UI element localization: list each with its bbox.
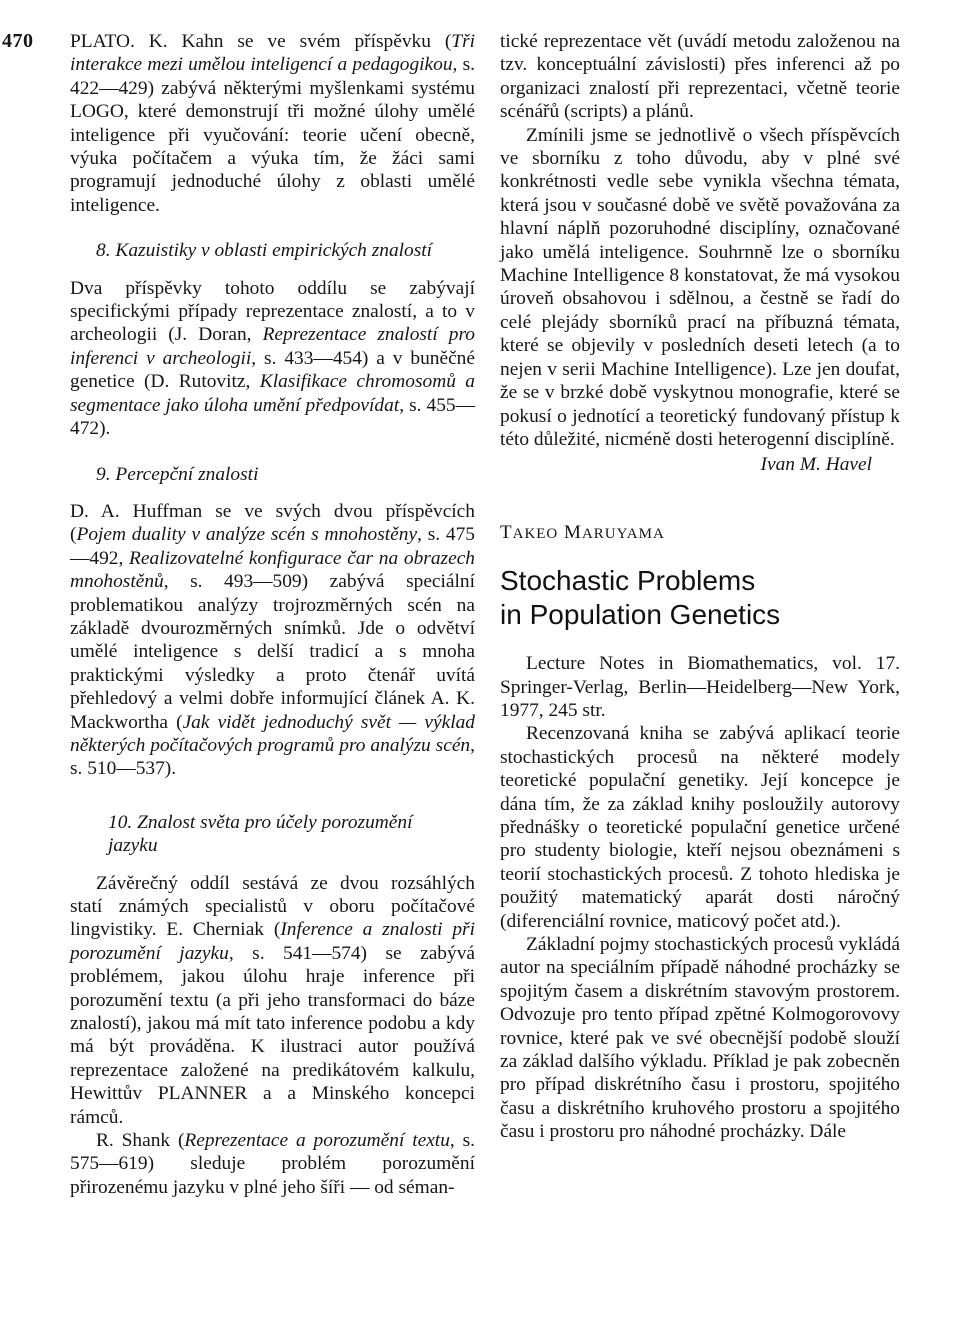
italic-title: Realizovatelné konfigurace čar na obrazech mnohostěnů <box>70 547 476 593</box>
italic-title: Reprezentace a porozumění textu <box>184 1130 450 1152</box>
left-column <box>70 30 475 1199</box>
author-smallcaps: AKEO <box>512 525 559 542</box>
author-initial: M <box>564 521 582 543</box>
reviewer-signature: Ivan M. Havel <box>760 454 872 476</box>
author-smallcaps: ARUYAMA <box>581 525 665 542</box>
italic-title: Inference a znalosti při porozumění jazyku <box>70 919 475 964</box>
right-column <box>500 30 900 1144</box>
page-number: 470 <box>2 30 34 52</box>
italic-title: Reprezentace znalostí pro inferenci v archeologii <box>70 324 475 369</box>
text-run: , s. 475—492, <box>70 524 475 569</box>
text-run: , s. 455—472). <box>70 394 475 440</box>
italic-title: Klasifikace chromosomů a segmentace jako úloha umění předpovídat <box>70 371 476 416</box>
title-line: in Population Genetics <box>500 599 781 631</box>
text-run: , s. 510—537). <box>70 734 475 780</box>
text-run: Závěrečný oddíl sestává ze dvou rozsáhlých statí známých specialistů v oboru počítačové lingvistiky. E. Cherniak ( <box>70 872 475 941</box>
italic-title: Tři interakce mezi umělou inteligencí a pedagogikou <box>70 31 475 76</box>
author-initial: T <box>500 521 513 543</box>
paragraph-cherniak <box>70 872 475 1129</box>
section-heading-10: 10. Znalost světa pro účely porozumění jazyku <box>108 811 413 857</box>
text-run: , s. 575—619) sleduje problém porozumění přirozenému jazyku v plné jeho šíři — od séman- <box>70 1130 475 1198</box>
paragraph-shank <box>70 1129 475 1199</box>
text-run: , s. 541—574) se zabývá problémem, jakou úlohu hraje inference při porozumění textu (a při jeho transformaci do báze znalostí), jakou má mít tato inference podobu a kdy má být prováděna. K ilustraci autor používá reprezentace založené na predikátovém kalkulu, Hewittův PLANNER a a Minského koncepci rámců. <box>70 942 475 1128</box>
paragraph-review-intro: Recenzovaná kniha se zabývá aplikací teorie stochastických procesů na některé modely teoretické populační genetiky. Její koncepce je dána tím, že za základ knihy posloužily autorovy přednášky o teoretické populační genetice určené pro studenty biologie, kteří nejsou obeznámeni s teorií stochastických procesů. Z tohoto hlediska je použitý matematický aparát dosti náročný (diferenciální rovnice, maticový počet atd.). <box>500 723 900 932</box>
italic-title: Jak vidět jednoduchý svět — výklad některých počítačových programů pro analýzu scén <box>70 711 475 756</box>
paragraph-continuation: tické reprezentace vět (uvádí metodu založenou na tzv. konceptuální závislosti) přes inferenci až po organizaci znalostí při reprezentaci, včetně teorie scénářů (scripts) a plánů. <box>500 31 900 123</box>
italic-title: Pojem duality v analýze scén s mnohostěny <box>76 524 418 546</box>
title-line: Stochastic Problems <box>500 565 756 597</box>
paragraph-kazuistiky <box>70 277 475 441</box>
text-run: R. Shank ( <box>96 1130 185 1152</box>
review-book-title <box>500 564 900 632</box>
text-run: D. A. Huffman se ve svých dvou příspěvcích ( <box>70 500 475 546</box>
publication-info: Lecture Notes in Biomathematics, vol. 17. Springer-Verlag, Berlin—Heidelberg—New York, 1977, 245 str. <box>500 653 900 721</box>
text-run: PLATO. K. Kahn se ve svém příspěvku ( <box>70 31 452 52</box>
text-run: Dva příspěvky tohoto oddílu se zabývají specifickými případy reprezentace znalostí, a to v archeologii (J. Doran, <box>70 277 475 346</box>
text-run: , s. 433—454) a v buněčné genetice (D. Rutovitz, <box>70 347 475 393</box>
paragraph-review-body: Základní pojmy stochastických procesů vykládá autor na speciálním případě náhodné procházky se spojitým časem a diskrétním stavovým prostorem. Odvozuje pro tento případ zpětné Kolmogorovovy rovnice, které pak ve své obecnější podobě slouží za základ dalšího výkladu. Příklad je pak zobecněn pro případ diskrétního času i prostoru, spojitého času a diskrétního kruhového prostoru a spojitého času i prostoru pro náhodné procházky. Dále <box>500 934 900 1143</box>
paragraph-summary: Zmínili jsme se jednotlivě o všech příspěvcích ve sborníku z toho důvodu, aby v plné své konkrétnosti vedle sebe vynikla všechna témata, která jsou v současné době ve světě považována za hlavní náplň pozoruhodné disciplíny, označované jako umělá inteligence. Souhrnně lze o sborníku Machine Intelligence 8 konstatovat, že má vysokou úroveň obsahovou i sdělnou, a čestně se řadí do celé plejády sborníků prací na příbuzná témata, které se objevily v posledních deseti letech (a to nejen v serii Machine Intelligence). Lze jen doufat, že se v brzké době vyskytnou monografie, které se pokusí o jednotící a teoretický fundovaný přístup k této důležité, nicméně dosti heterogenní disciplíně. <box>500 124 900 450</box>
section-heading-8: 8. Kazuistiky v oblasti empirických znalostí <box>96 240 433 262</box>
text-run: , s. 493—509) zabývá speciální problematikou analýzy trojrozměrných scén na základě dvourozměrných snímků. Jde o odvětví umělé inteligence s delší tradicí a s mnoha praktickými výsledky a proto čtenář uvítá přehledový a velmi dobře informující článek A. K. Mackwortha ( <box>70 571 475 733</box>
paragraph-huffman <box>70 500 475 781</box>
section-heading-9: 9. Percepční znalosti <box>96 463 259 485</box>
text-run: , s. 422—429) zabývá některými myšlenkami systému LOGO, které demonstrují tři možné úlohy umělé inteligence při vyučování: teorie učení obecně, výuka počítačem a výuka tím, že žáci sami programují jednoduché úlohy z oblasti umělé inteligence. <box>70 54 476 216</box>
paragraph-plato <box>70 30 475 217</box>
review-author <box>500 521 900 546</box>
